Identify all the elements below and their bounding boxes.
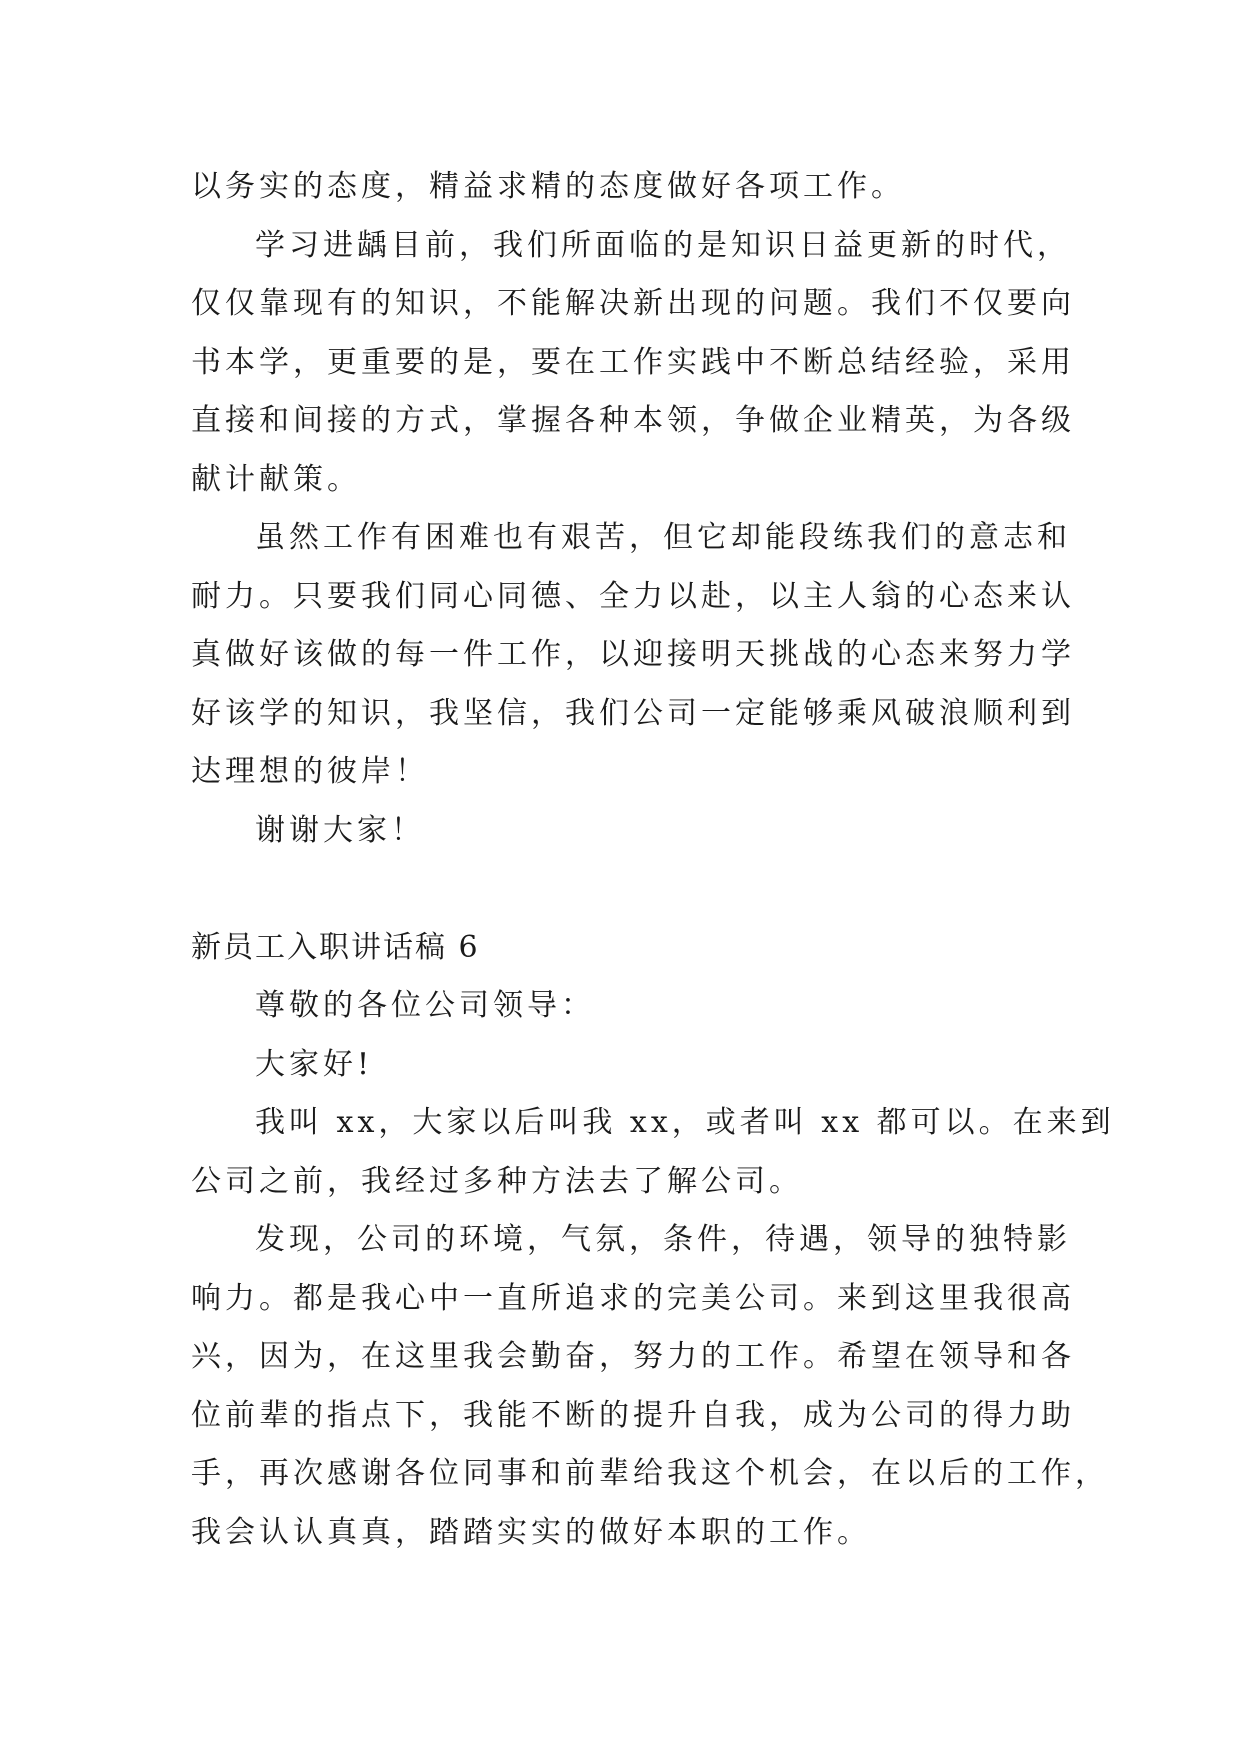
paragraph-line: 献计献策。 — [191, 461, 361, 497]
paragraph-line: 耐力。只要我们同心同德、全力以赴，以主人翁的心态来认 — [191, 578, 1075, 614]
document-page — [191, 158, 1115, 1562]
paragraph-line: 我会认认真真，踏踏实实的做好本职的工作。 — [191, 1514, 871, 1550]
paragraph-line: 学习进龋目前，我们所面临的是知识日益更新的时代， — [255, 227, 1071, 263]
paragraph-line: 我叫 xx，大家以后叫我 xx，或者叫 xx 都可以。在来到 — [255, 1105, 1115, 1140]
paragraph-line: 达理想的彼岸！ — [191, 754, 429, 789]
paragraph-line: 虽然工作有困难也有艰苦，但它却能段练我们的意志和 — [255, 520, 1071, 555]
paragraph-line: 发现，公司的环境，气氛，条件，待遇，领导的独特影 — [255, 1222, 1071, 1257]
paragraph-line: 仅仅靠现有的知识，不能解决新出现的问题。我们不仅要向 — [191, 286, 1075, 321]
paragraph-line: 书本学，更重要的是，要在工作实践中不断总结经验，采用 — [191, 344, 1075, 380]
paragraph-line: 位前辈的指点下，我能不断的提升自我，成为公司的得力助 — [191, 1397, 1075, 1433]
salutation-line: 尊敬的各位公司领导： — [255, 988, 595, 1023]
paragraph-line: 真做好该做的每一件工作，以迎接明天挑战的心态来努力学 — [191, 637, 1075, 672]
paragraph-line: 响力。都是我心中一直所追求的完美公司。来到这里我很高 — [191, 1280, 1075, 1316]
greeting-line: 大家好! — [255, 1046, 374, 1082]
section-title: 新员工入职讲话稿 6 — [191, 929, 480, 965]
paragraph-line: 好该学的知识，我坚信，我们公司一定能够乘风破浪顺利到 — [191, 695, 1075, 731]
paragraph-line: 谢谢大家！ — [255, 812, 425, 848]
paragraph-line: 直接和间接的方式，掌握各种本领，争做企业精英，为各级 — [191, 403, 1075, 438]
paragraph-line: 兴，因为，在这里我会勤奋，努力的工作。希望在领导和各 — [191, 1339, 1075, 1374]
paragraph-line: 手，再次感谢各位同事和前辈给我这个机会，在以后的工作， — [191, 1456, 1109, 1491]
paragraph-line: 公司之前，我经过多种方法去了解公司。 — [191, 1163, 803, 1199]
paragraph-line: 以务实的态度，精益求精的态度做好各项工作。 — [191, 169, 905, 204]
